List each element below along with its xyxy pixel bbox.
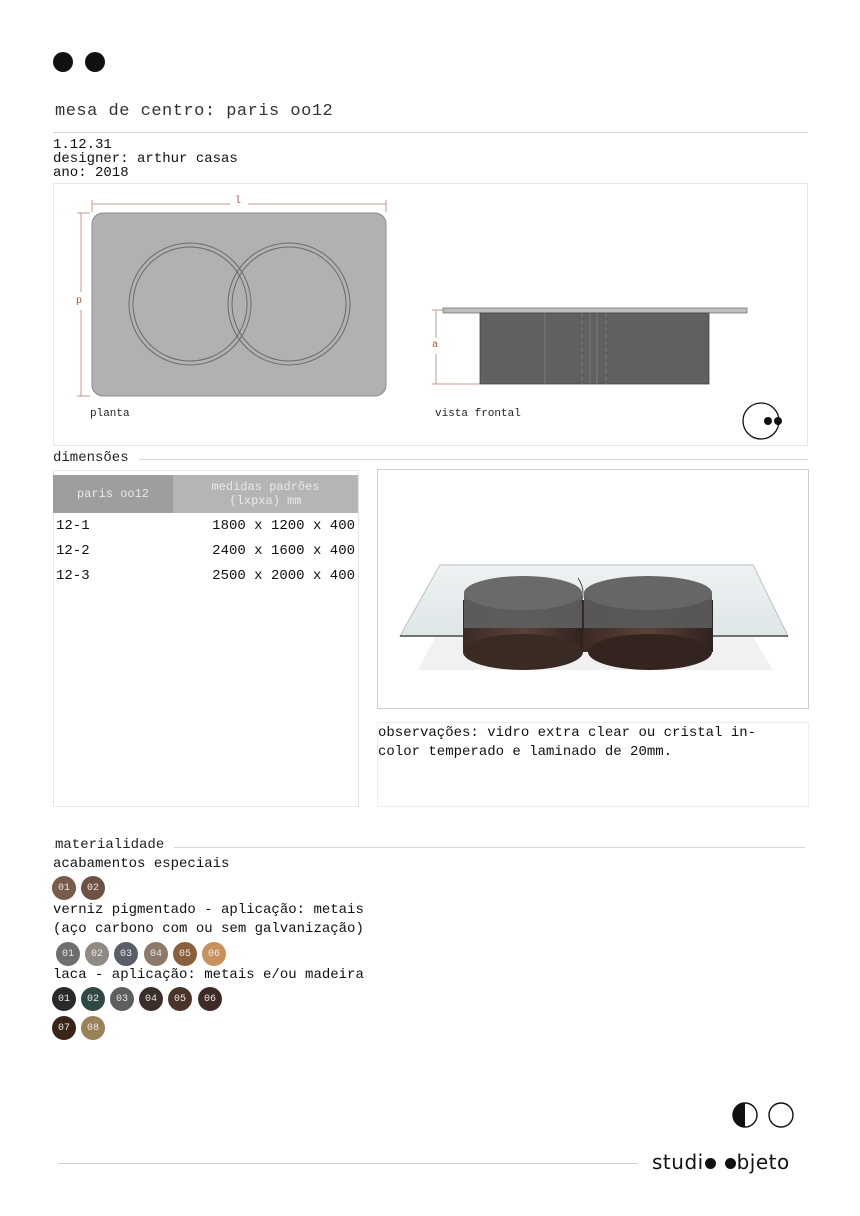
depth-label: p [76,296,83,307]
varnish-swatch: 01 [56,942,80,966]
open-circle-icon [767,1101,795,1129]
table-row [53,513,358,538]
observations-line1: observações: vidro extra clear ou cristal in- [378,725,757,741]
varnish-swatch: 05 [173,942,197,966]
special-finish-swatch: 01 [52,876,76,900]
brand-dot-icon [725,1158,736,1169]
row-size: 2500 x 2000 x 400 [212,567,355,584]
row-code: 12-2 [56,542,90,559]
lacquer-title: laca - aplicação: metais e/ou madeira [53,967,364,983]
materiality-section-label: materialidade [55,837,174,853]
plan-caption: planta [90,408,130,420]
year-line: ano: 2018 [53,165,129,181]
lacquer-swatch: 01 [52,987,76,1011]
lacquer-swatch: 03 [110,987,134,1011]
brand-text-part2: bjeto [736,1150,790,1174]
table-row [53,538,358,563]
pigmented-varnish-title: verniz pigmentado - aplicação: metais (aço carbono com ou sem galvanização) [53,902,364,937]
studio-objeto-logo [652,1150,790,1174]
title-divider [53,132,808,133]
varnish-swatch: 04 [144,942,168,966]
height-label: a [432,340,439,351]
front-view-drawing [430,300,760,395]
footer-divider [58,1163,638,1164]
product-render-image [378,470,808,708]
table-row [53,563,358,588]
row-size: 2400 x 1600 x 400 [212,542,355,559]
special-finishes-title: acabamentos especiais [53,856,230,872]
row-code: 12-3 [56,567,90,584]
table-header-measures-line2: (lxpxa) mm [229,494,302,508]
front-caption: vista frontal [435,408,521,420]
product-code: 1.12.31 [53,137,112,153]
special-finish-swatch: 02 [81,876,105,900]
lacquer-swatch: 02 [81,987,105,1011]
designer-line: designer: arthur casas [53,151,238,167]
lacquer-swatch: 07 [52,1016,76,1040]
row-code: 12-1 [56,517,90,534]
logo-dot-left [53,52,73,72]
table-header-measures [173,475,358,513]
lacquer-swatch: 05 [168,987,192,1011]
logo-dot-right [85,52,105,72]
product-title: mesa de centro: paris oo12 [55,102,334,121]
row-size: 1800 x 1200 x 400 [212,517,355,534]
length-label: l [235,196,242,207]
dimensions-table [53,475,358,588]
dimensions-divider [53,459,808,460]
observations-line2: color temperado e laminado de 20mm. [378,744,673,760]
lacquer-swatch: 08 [81,1016,105,1040]
brand-dot-icon [705,1158,716,1169]
varnish-swatch: 06 [202,942,226,966]
table-header-model: paris oo12 [53,475,173,513]
lacquer-swatch: 04 [139,987,163,1011]
lacquer-swatch: 06 [198,987,222,1011]
dimensions-section-label: dimensões [53,450,139,466]
varnish-swatch: 02 [85,942,109,966]
half-circle-icon [731,1101,759,1129]
orientation-dots-icon [742,401,784,441]
plan-view-drawing [70,190,400,405]
varnish-swatch: 03 [114,942,138,966]
brand-text-part1: studi [652,1150,704,1174]
table-header-measures-line1: medidas padrões [211,480,320,494]
